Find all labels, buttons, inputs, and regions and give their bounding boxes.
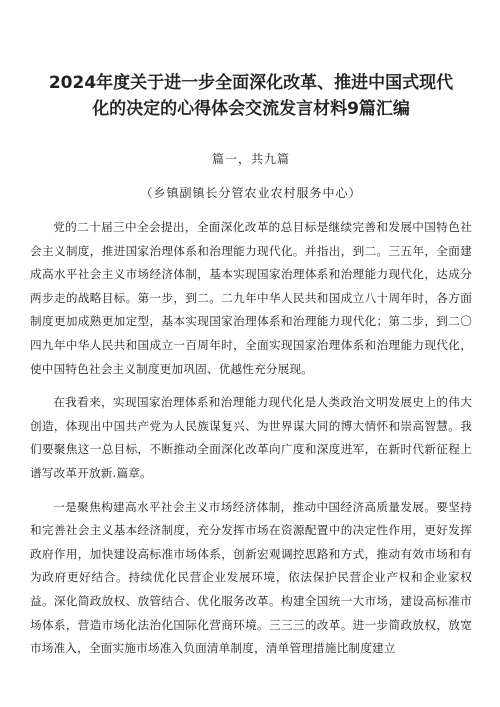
author-subtitle: （乡镇副镇长分管农业农村服务中心） bbox=[140, 186, 362, 200]
document-title-line-2: 化的决定的心得体会交流发言材料9篇汇编 bbox=[92, 99, 410, 119]
paragraph-2: 在我看来，实现国家治理体系和治理能力现代化是人类政治文明发展史上的伟大创造，体现出中国共产党为人民族谋复兴、为世界谋大同的博大情怀和崇高智慧。我们要聚焦这一总目标，不断推动全面深化改革向广度和深度进军，在新时代新征程上谱写改革开放新.篇章。 bbox=[30, 395, 472, 480]
paragraph-3: 一是聚焦构建高水平社会主义市场经济体制，推动中国经济高质量发展。要坚持和完善社会主义基本经济制度，充分发挥市场在资源配置中的决定性作用，更好发挥政府作用，加快建设高标准市场体系，创新宏观调控思路和方式，推动有效市场和有为政府更好结合。持续优化民营企业发展环境，依法保护民营企业产权和企业家权益。深化简政放权、放管结合、优化服务改革。构建全国统一大市场，建设高标准市场体系，营造市场化法治化国际化营商环境。三三三的改革。进一步简政放权，放宽市场准入，全面实施市场准入负面清单制度，清单管理措施比制度建立 bbox=[30, 499, 472, 656]
paragraph-1: 党的二十届三中全会提出，全面深化改革的总目标是继续完善和发展中国特色社会主义制度，推进国家治理体系和治理能力现代化。并指出，到二。三五年，全面建成高水平社会主义市场经济体制，基本实现国家治理体系和治理能力现代化，达成分两步走的战略目标。第一步，到二。二九年中华人民共和国成立八十周年时，各方面制度更加成熟更加定型，基本实现国家治理体系和治理能力现代化；第二步，到二〇四九年中华人民共和国成立一百周年时，全面实现国家治理体系和治理能力现代化，使中国特色社会主义制度更加巩固、优越性充分展现。 bbox=[30, 220, 472, 376]
document-title-line-1: 2024年度关于进一步全面深化改革、推进中国式现代 bbox=[48, 73, 454, 93]
document-title bbox=[30, 70, 472, 122]
section-heading: 篇一，共九篇 bbox=[211, 152, 290, 166]
